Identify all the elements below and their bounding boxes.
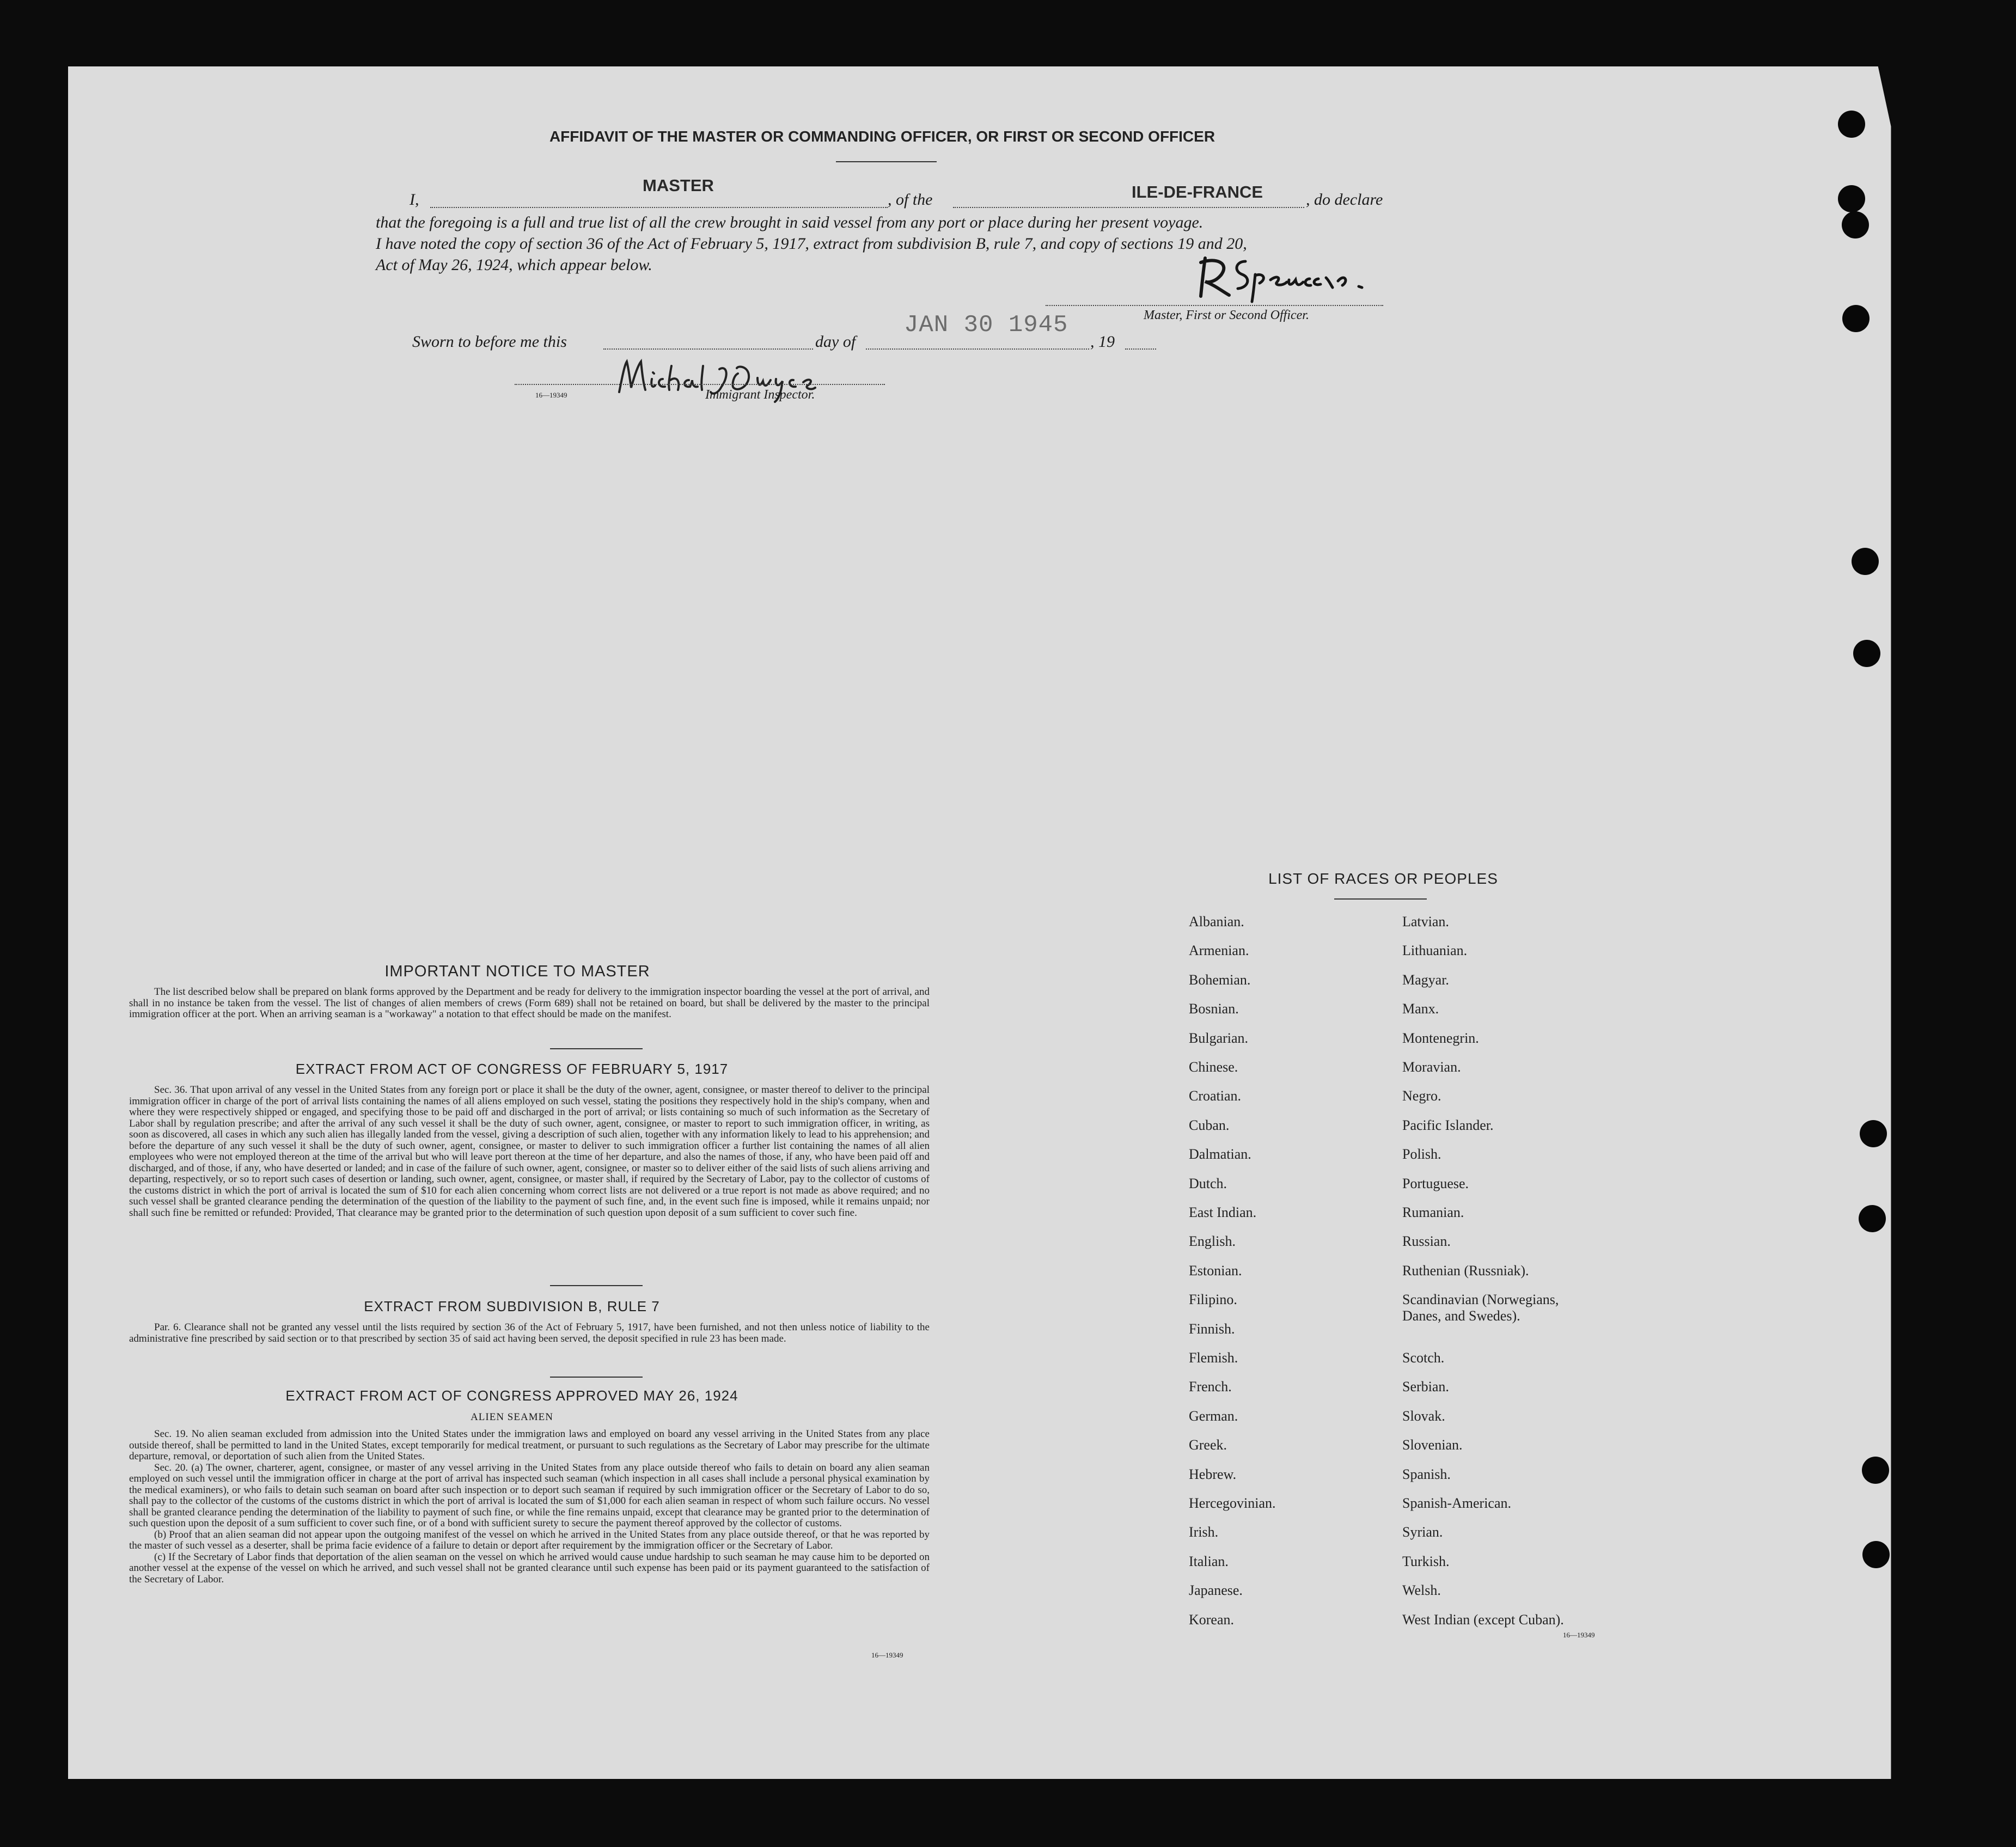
act-1924-sec20c-body: (c) If the Secretary of Labor finds that deportation of the alien seaman on the vessel on which he arrived would cause undue hardship to such seaman he may cause him to be deported on another vessel at the expense of the vessel on which he arrived, and such vessel shall not be granted clearance until such expense has been paid or its payment guaranteed to the satisfaction of the Secretary of Labor.	[129, 1551, 930, 1585]
race-item: Dalmatian.	[1189, 1146, 1251, 1163]
act-1924-form-number: 16—19349	[871, 1651, 903, 1659]
race-item: Estonian.	[1189, 1262, 1242, 1279]
punch-hole	[1862, 1541, 1890, 1568]
race-item: Portuguese.	[1402, 1175, 1469, 1191]
inspector-signature-line	[515, 384, 885, 385]
race-item: East Indian.	[1189, 1204, 1257, 1220]
act-1917-text	[129, 1085, 930, 1219]
of-the-label: , of the	[888, 191, 933, 209]
race-item: German.	[1189, 1408, 1238, 1424]
master-caption: Master, First or Second Officer.	[1144, 308, 1309, 322]
races-title: LIST OF RACES OR PEOPLES	[1268, 870, 1498, 887]
race-item: Russian.	[1402, 1233, 1451, 1250]
race-item: Spanish.	[1402, 1466, 1451, 1482]
race-item: Flemish.	[1189, 1350, 1238, 1366]
subdivision-b-title: EXTRACT FROM SUBDIVISION B, RULE 7	[364, 1298, 660, 1314]
act-1924-sec20b	[129, 1530, 930, 1552]
sworn-month-line	[866, 348, 1089, 350]
act-1917-rule	[550, 1285, 643, 1286]
race-item: French.	[1189, 1379, 1232, 1395]
race-item: Pacific Islander.	[1402, 1117, 1494, 1133]
affidavit-title-rule	[836, 161, 937, 162]
race-item: Bohemian.	[1189, 971, 1251, 988]
race-item: Turkish.	[1402, 1553, 1450, 1569]
race-item: Slovenian.	[1402, 1437, 1463, 1453]
race-item: Cuban.	[1189, 1117, 1230, 1133]
race-item: Korean.	[1189, 1611, 1235, 1628]
notice-body: The list described below shall be prepared on blank forms approved by the Department and be ready for delivery to the immigration inspector boarding the vessel at the port of arrival, and shall in no instance be taken from the vessel. The list of changes of alien members of crews (Form 689) shall not be retained on board, but shall be delivered by the master to the principal immigration officer at the port. When an arriving seaman is a "workaway" a notation to that effect should be made on the manifest.	[129, 986, 930, 1020]
sworn-day-line	[603, 348, 813, 350]
sworn-label: Sworn to before me this	[412, 333, 567, 351]
race-item: Latvian.	[1402, 914, 1449, 929]
affidavit-line-3: I have noted the copy of section 36 of the Act of February 5, 1917, extract from subdivision B, rule 7, and copy of sections 19 and 20,	[376, 235, 1247, 253]
race-item: Bulgarian.	[1189, 1030, 1249, 1046]
race-item: English.	[1189, 1233, 1236, 1250]
notice-text	[129, 987, 930, 1020]
affidavit-line-4: Act of May 26, 1924, which appear below.	[376, 256, 652, 274]
race-item: Ruthenian (Russniak).	[1402, 1262, 1529, 1279]
affidavit-line-2: that the foregoing is a full and true list of all the crew brought in said vessel from any port or place during her present voyage.	[376, 213, 1204, 231]
day-of-label: day of	[815, 333, 856, 351]
notice-title: IMPORTANT NOTICE TO MASTER	[384, 963, 650, 980]
race-item: Spanish-American.	[1402, 1495, 1512, 1511]
act-1924-sec20c	[129, 1552, 930, 1586]
punch-hole	[1860, 1120, 1887, 1147]
race-item: Moravian.	[1402, 1059, 1461, 1075]
act-1917-body: Sec. 36. That upon arrival of any vessel in the United States from any foreign port or place it shall be the duty of the owner, agent, consignee, or master thereof to deliver to the principal immigration officer in charge of the port of arrival lists containing the names of all aliens employed on such vessel, stating the positions they respectively hold in the ship's company, when and where they were respectively shipped or engaged, and specifying those to be paid off and discharged in the port of arrival; or lists containing so much of such information as the Secretary of Labor shall by regulation prescribe; and after the arrival of any such vessel it shall be the duty of such owner, agent, consignee, or master to report to such immigration officer, in writing, as soon as discovered, all cases in which any such alien has illegally landed from the vessel, giving a description of such alien, together with any information likely to lead to his apprehension; and before the departure of any such vessel it shall be the duty of such owner, agent, consignee, or master to deliver to such immigration officer a further list containing the names of all alien employees who were not employed thereon at the time of the arrival but who will leave port thereon at the time of her departure, and also the names of those, if any, who have been paid off and discharged, and of those, if any, who have deserted or landed; and in case of the failure of such owner, agent, consignee, or master so to deliver either of the said lists of such aliens arriving and departing, respectively, or so to report such cases of desertion or landing, such owner, agent, consignee, or master shall, if required by the Secretary of Labor, pay to the collector of customs of the customs district in which the port of arrival is located the sum of $10 for each alien concerning whom correct lists are not delivered or a true report is not made as above required; and no such vessel shall be granted clearance pending the determination of the question of the liability to the payment of such fine, and, in the event such fine is imposed, while it remains unpaid; nor shall such fine be remitted or refunded: Provided, That clearance may be granted prior to the determination of such question upon deposit of a sum sufficient to cover such fine.	[129, 1084, 930, 1219]
name-value: MASTER	[643, 176, 714, 195]
race-item: Finnish.	[1189, 1320, 1235, 1337]
race-item: Greek.	[1189, 1437, 1227, 1453]
race-item: Polish.	[1402, 1146, 1441, 1163]
race-item: Negro.	[1402, 1088, 1441, 1104]
race-item: Manx.	[1402, 1001, 1439, 1017]
act-1924-text	[129, 1429, 930, 1585]
notice-rule	[550, 1048, 643, 1049]
name-line	[430, 207, 888, 208]
subdivision-b-rule	[550, 1377, 643, 1378]
punch-hole	[1842, 211, 1869, 238]
race-item: Scotch.	[1402, 1350, 1445, 1366]
punch-hole	[1859, 1205, 1886, 1232]
act-1924-sec19	[129, 1429, 930, 1463]
races-form-number: 16—19349	[1563, 1631, 1595, 1639]
punch-hole	[1838, 185, 1865, 212]
race-item: Irish.	[1189, 1524, 1219, 1540]
race-item: Welsh.	[1402, 1582, 1441, 1599]
vessel-line	[953, 207, 1304, 208]
race-item: Lithuanian.	[1402, 943, 1468, 959]
race-item: Hebrew.	[1189, 1466, 1237, 1482]
race-item: Montenegrin.	[1402, 1030, 1479, 1046]
act-1917-title: EXTRACT FROM ACT OF CONGRESS OF FEBRUARY 5, 1917	[295, 1061, 729, 1077]
race-item: Slovak.	[1402, 1408, 1445, 1424]
punch-hole	[1842, 305, 1870, 332]
race-item: Dutch.	[1189, 1175, 1227, 1191]
race-item: Chinese.	[1189, 1059, 1238, 1075]
act-1924-sec20a-body: Sec. 20. (a) The owner, charterer, agent, consignee, or master of any vessel arriving in the United States from any place outside thereof who fails to detain on board any alien seaman employed on such vessel until the immigration officer in charge at the port of arrival has inspected such seaman (which inspection in all cases shall include a personal physical examination by the medical examiners), or who fails to detain such seaman on board after such inspection or to deport such seaman if required by such immigration officer or the Secretary of Labor to do so, shall pay to the collector of the customs of the customs district in which the port of arrival is located the sum of $1,000 for each alien seaman in respect of whom such failure occurs. No vessel shall be granted clearance pending the determination of the liability to payment of such fine, or while the fine remains unpaid, except that clearance may be granted prior to the determination of such question upon the deposit of a sum sufficient to cover such fine, or of a bond with sufficient surety to secure the payment thereof approved by the collector of customs.	[129, 1461, 930, 1529]
act-1924-sec20b-body: (b) Proof that an alien seaman did not appear upon the outgoing manifest of the vessel on which he arrived in the United States from any place outside thereof, or that he was reported by the master of such vessel as a deserter, shall be prima facie evidence of a failure to detain or deport after requirement by the immigration officer or the Secretary of Labor.	[129, 1528, 930, 1551]
date-stamp: JAN 30 1945	[904, 311, 1068, 339]
punch-hole	[1853, 640, 1880, 667]
race-item: Serbian.	[1402, 1379, 1449, 1395]
i-label: I,	[410, 191, 419, 209]
race-item: Italian.	[1189, 1553, 1229, 1569]
race-item: Albanian.	[1189, 914, 1244, 929]
do-declare-label: , do declare	[1306, 191, 1383, 209]
affidavit-form-number: 16—19349	[535, 391, 567, 399]
year-line	[1125, 348, 1156, 350]
race-item: Rumanian.	[1402, 1204, 1464, 1220]
race-item: Scandinavian (Norwegians, Danes, and Swedes).	[1402, 1292, 1559, 1324]
races-title-rule	[1334, 898, 1427, 900]
race-item: Hercegovinian.	[1189, 1495, 1276, 1511]
act-1924-title: EXTRACT FROM ACT OF CONGRESS APPROVED MAY 26, 1924	[285, 1387, 738, 1404]
race-item: West Indian (except Cuban).	[1402, 1611, 1564, 1628]
subdivision-b-body: Par. 6. Clearance shall not be granted any vessel until the lists required by section 36 of the Act of February 5, 1917, have been furnished, and not then unless notice of liability to the administrative fine prescribed by said section or to that prescribed by section 35 of said act having been served, the deposit specified in rule 23 has been made.	[129, 1322, 930, 1344]
punch-hole	[1838, 111, 1865, 138]
race-item: Japanese.	[1189, 1582, 1243, 1599]
master-signature-line	[1046, 305, 1383, 306]
race-item: Magyar.	[1402, 971, 1449, 988]
punch-hole	[1852, 548, 1879, 575]
race-item: Bosnian.	[1189, 1001, 1239, 1017]
inspector-caption: Immigrant Inspector.	[705, 388, 815, 402]
punch-hole	[1862, 1457, 1889, 1484]
act-1924-sec20a	[129, 1463, 930, 1530]
race-item: Croatian.	[1189, 1088, 1242, 1104]
race-item: Filipino.	[1189, 1292, 1237, 1308]
year-prefix: , 19	[1090, 333, 1115, 351]
race-item: Armenian.	[1189, 943, 1249, 959]
subdivision-b-text	[129, 1322, 930, 1344]
race-item: Syrian.	[1402, 1524, 1443, 1540]
act-1924-subtitle: ALIEN SEAMEN	[471, 1411, 553, 1423]
vessel-value: ILE-DE-FRANCE	[1132, 182, 1263, 201]
master-signature	[1195, 252, 1380, 303]
act-1924-sec19-body: Sec. 19. No alien seaman excluded from admission into the United States under the immigration laws and employed on board any vessel arriving in the United States from any place outside thereof, shall be permitted to land in the United States, except temporarily for medical treatment, or pursuant to such regulations as the Secretary of Labor may prescribe for the ultimate departure, removal, or deportation of such alien from the United States.	[129, 1428, 930, 1462]
affidavit-title: AFFIDAVIT OF THE MASTER OR COMMANDING OFFICER, OR FIRST OR SECOND OFFICER	[549, 128, 1215, 145]
